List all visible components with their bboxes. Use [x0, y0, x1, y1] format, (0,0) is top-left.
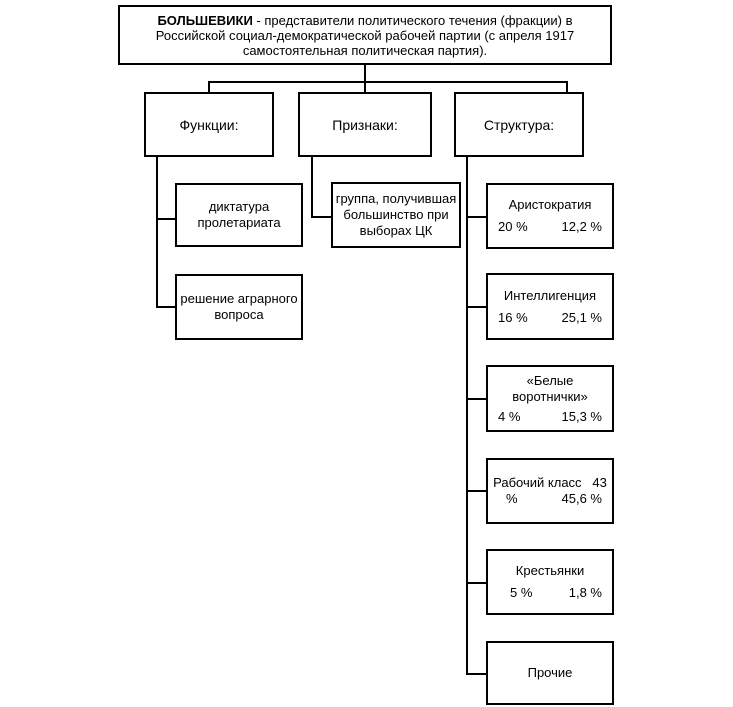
structure-item-label: Прочие — [527, 665, 573, 680]
connector-structure-item4 — [466, 490, 488, 492]
structure-value-1: 5 % — [510, 585, 533, 600]
connector-structure-item1 — [466, 216, 488, 218]
connector-structure-item6 — [466, 673, 488, 675]
structure-value-1: % — [506, 491, 518, 506]
connector-signs-vertical — [311, 156, 313, 218]
category-signs — [298, 92, 432, 157]
title-definition: - представители политического течения (фракции) в Российской социал-демократической рабочей партии (с апреля 1917 самостоятельная политическая партия). — [155, 12, 575, 58]
structure-value-2: 25,1 % — [561, 309, 602, 325]
structure-item-aristocracy — [486, 183, 614, 249]
category-structure — [454, 92, 584, 157]
function-item-2 — [175, 274, 303, 340]
category-functions-label: Функции: — [179, 116, 239, 133]
structure-item-white-collars — [486, 365, 614, 432]
structure-item-label: Рабочий класс 43 — [493, 475, 607, 490]
structure-item-others — [486, 641, 614, 705]
structure-item-label: «Белые воротнички» — [512, 372, 588, 404]
structure-value-2: 45,6 % — [561, 491, 602, 506]
function-item-2-label: решение аграрного вопроса — [180, 291, 298, 322]
sign-item-1 — [331, 182, 461, 248]
connector-functions-item1 — [156, 218, 176, 220]
connector-title-down — [364, 65, 366, 82]
structure-value-1: 20 % — [498, 219, 528, 234]
title-term: БОЛЬШЕВИКИ — [157, 12, 253, 28]
connector-structure-item5 — [466, 582, 488, 584]
structure-value-2: 12,2 % — [561, 219, 602, 234]
function-item-1 — [175, 183, 303, 247]
structure-value-1: 4 % — [498, 408, 521, 424]
category-structure-label: Структура: — [483, 116, 555, 133]
structure-item-label: Аристократия — [508, 197, 592, 212]
function-item-1-label: диктатура пролетариата — [197, 199, 281, 230]
structure-item-label: Крестьянки — [515, 563, 585, 578]
connector-functions-vertical — [156, 156, 158, 307]
structure-value-1: 16 % — [498, 309, 528, 325]
sign-item-1-label: группа, получившая большинство при выборах ЦК — [335, 191, 457, 238]
category-signs-label: Признаки: — [332, 116, 398, 133]
structure-value-2: 15,3 % — [561, 408, 602, 424]
structure-item-label: Интеллигенция — [503, 287, 597, 303]
category-functions — [144, 92, 274, 157]
structure-item-peasants — [486, 549, 614, 615]
connector-signs-item1 — [311, 216, 333, 218]
structure-value-2: 1,8 % — [568, 585, 602, 600]
structure-item-working-class — [486, 458, 614, 524]
title-definition-box — [118, 5, 612, 65]
connector-functions-item2 — [156, 306, 176, 308]
structure-item-intelligentsia — [486, 273, 614, 340]
connector-structure-item3 — [466, 398, 488, 400]
connector-structure-item2 — [466, 306, 488, 308]
connector-horizontal-bus — [208, 81, 568, 83]
connector-structure-vertical — [466, 156, 468, 675]
